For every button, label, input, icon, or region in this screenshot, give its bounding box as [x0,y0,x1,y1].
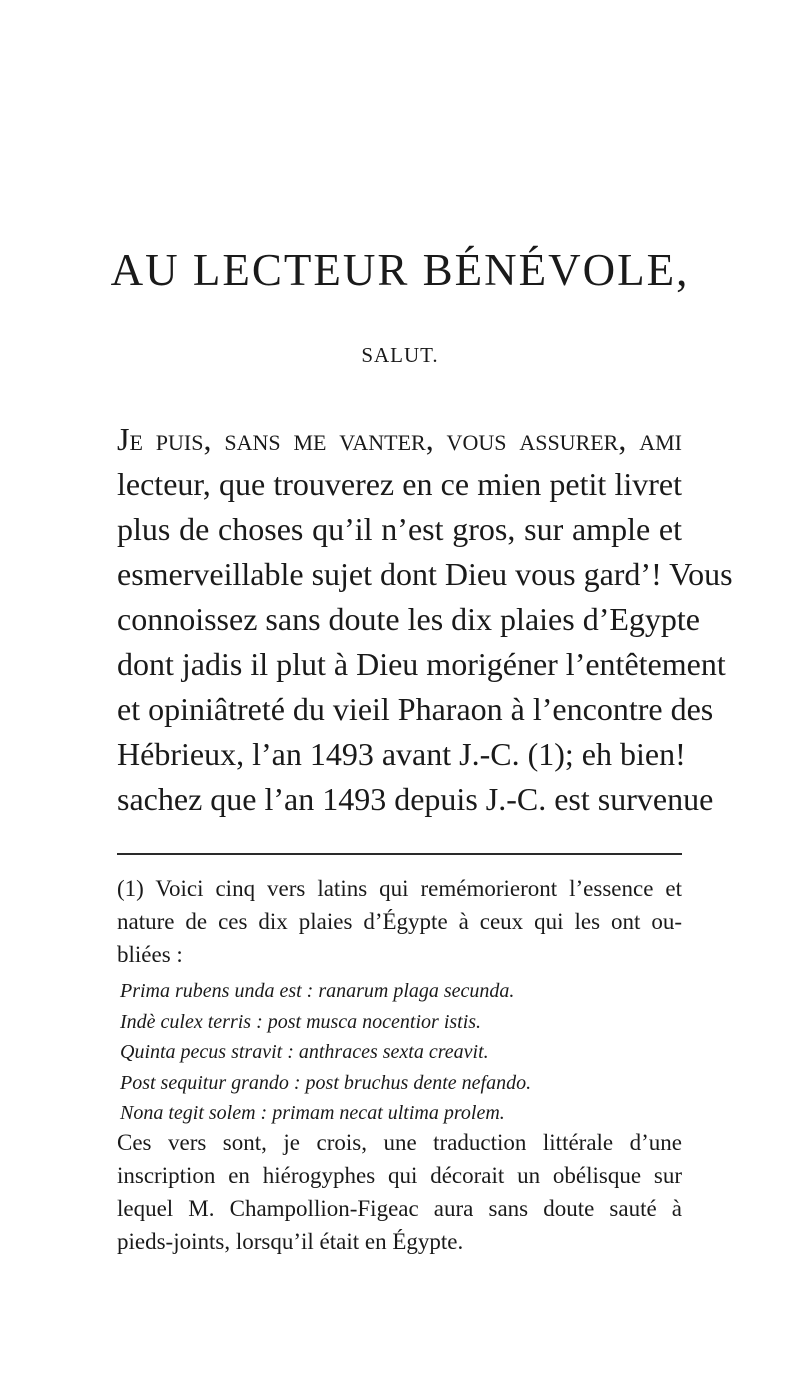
page-subtitle: SALUT. [361,343,439,367]
main-text-line: connoissez sans doute les dix plaies d’Egypte [117,601,700,637]
main-text-line: dont jadis il plut à Dieu morigéner l’entêtement [117,646,726,682]
footnote-closing [117,1126,682,1258]
footnote-line: nature de ces dix plaies d’Égypte à ceux qui les ont ou- [117,909,682,934]
main-text-line: Hébrieux, l’an 1493 avant J.-C. (1); eh bien! [117,736,686,772]
main-text-line: sachez que l’an 1493 depuis J.-C. est survenue [117,781,714,817]
main-text-line: lecteur, que trouverez en ce mien petit livret [117,466,682,502]
drop-word: Je [117,421,143,457]
main-text-line [117,417,682,462]
latin-verses [120,976,680,1129]
main-text-line: plus de choses qu’il n’est gros, sur ample et [117,511,682,547]
verse-line: Quinta pecus stravit : anthraces sexta creavit. [120,1041,489,1063]
verse-line: Indè culex terris : post musca nocentior istis. [120,1010,482,1033]
verse-line: Prima rubens unda est : ranarum plaga secunda. [120,980,515,1002]
footnote [117,872,682,971]
closing-line: pieds-joints, lorsqu’il était en Égypte. [117,1229,464,1254]
main-text-line: et opiniâtreté du vieil Pharaon à l’encontre des [117,691,714,727]
closing-line: inscription en hiérogyphes qui décorait un obélisque sur [117,1163,682,1188]
main-text-line: esmerveillable sujet dont Dieu vous gard’! Vous [117,556,733,592]
footnote-divider [117,853,682,855]
main-text [117,417,733,822]
closing-line: lequel M. Champollion-Figeac aura sans doute sauté à [117,1196,682,1221]
footnote-line: bliées : [117,942,183,967]
page-title: AU LECTEUR BÉNÉVOLE, [110,245,690,295]
verse-line: Nona tegit solem : primam necat ultima prolem. [120,1102,505,1124]
opening-rest: puis, sans me vanter, vous assurer, ami [142,421,682,457]
verse-line: Post sequitur grando : post bruchus dente nefando. [120,1071,532,1094]
closing-line: Ces vers sont, je crois, une traduction littérale d’une [117,1130,682,1155]
footnote-line: (1) Voici cinq vers latins qui remémorieront l’essence et [117,876,682,901]
